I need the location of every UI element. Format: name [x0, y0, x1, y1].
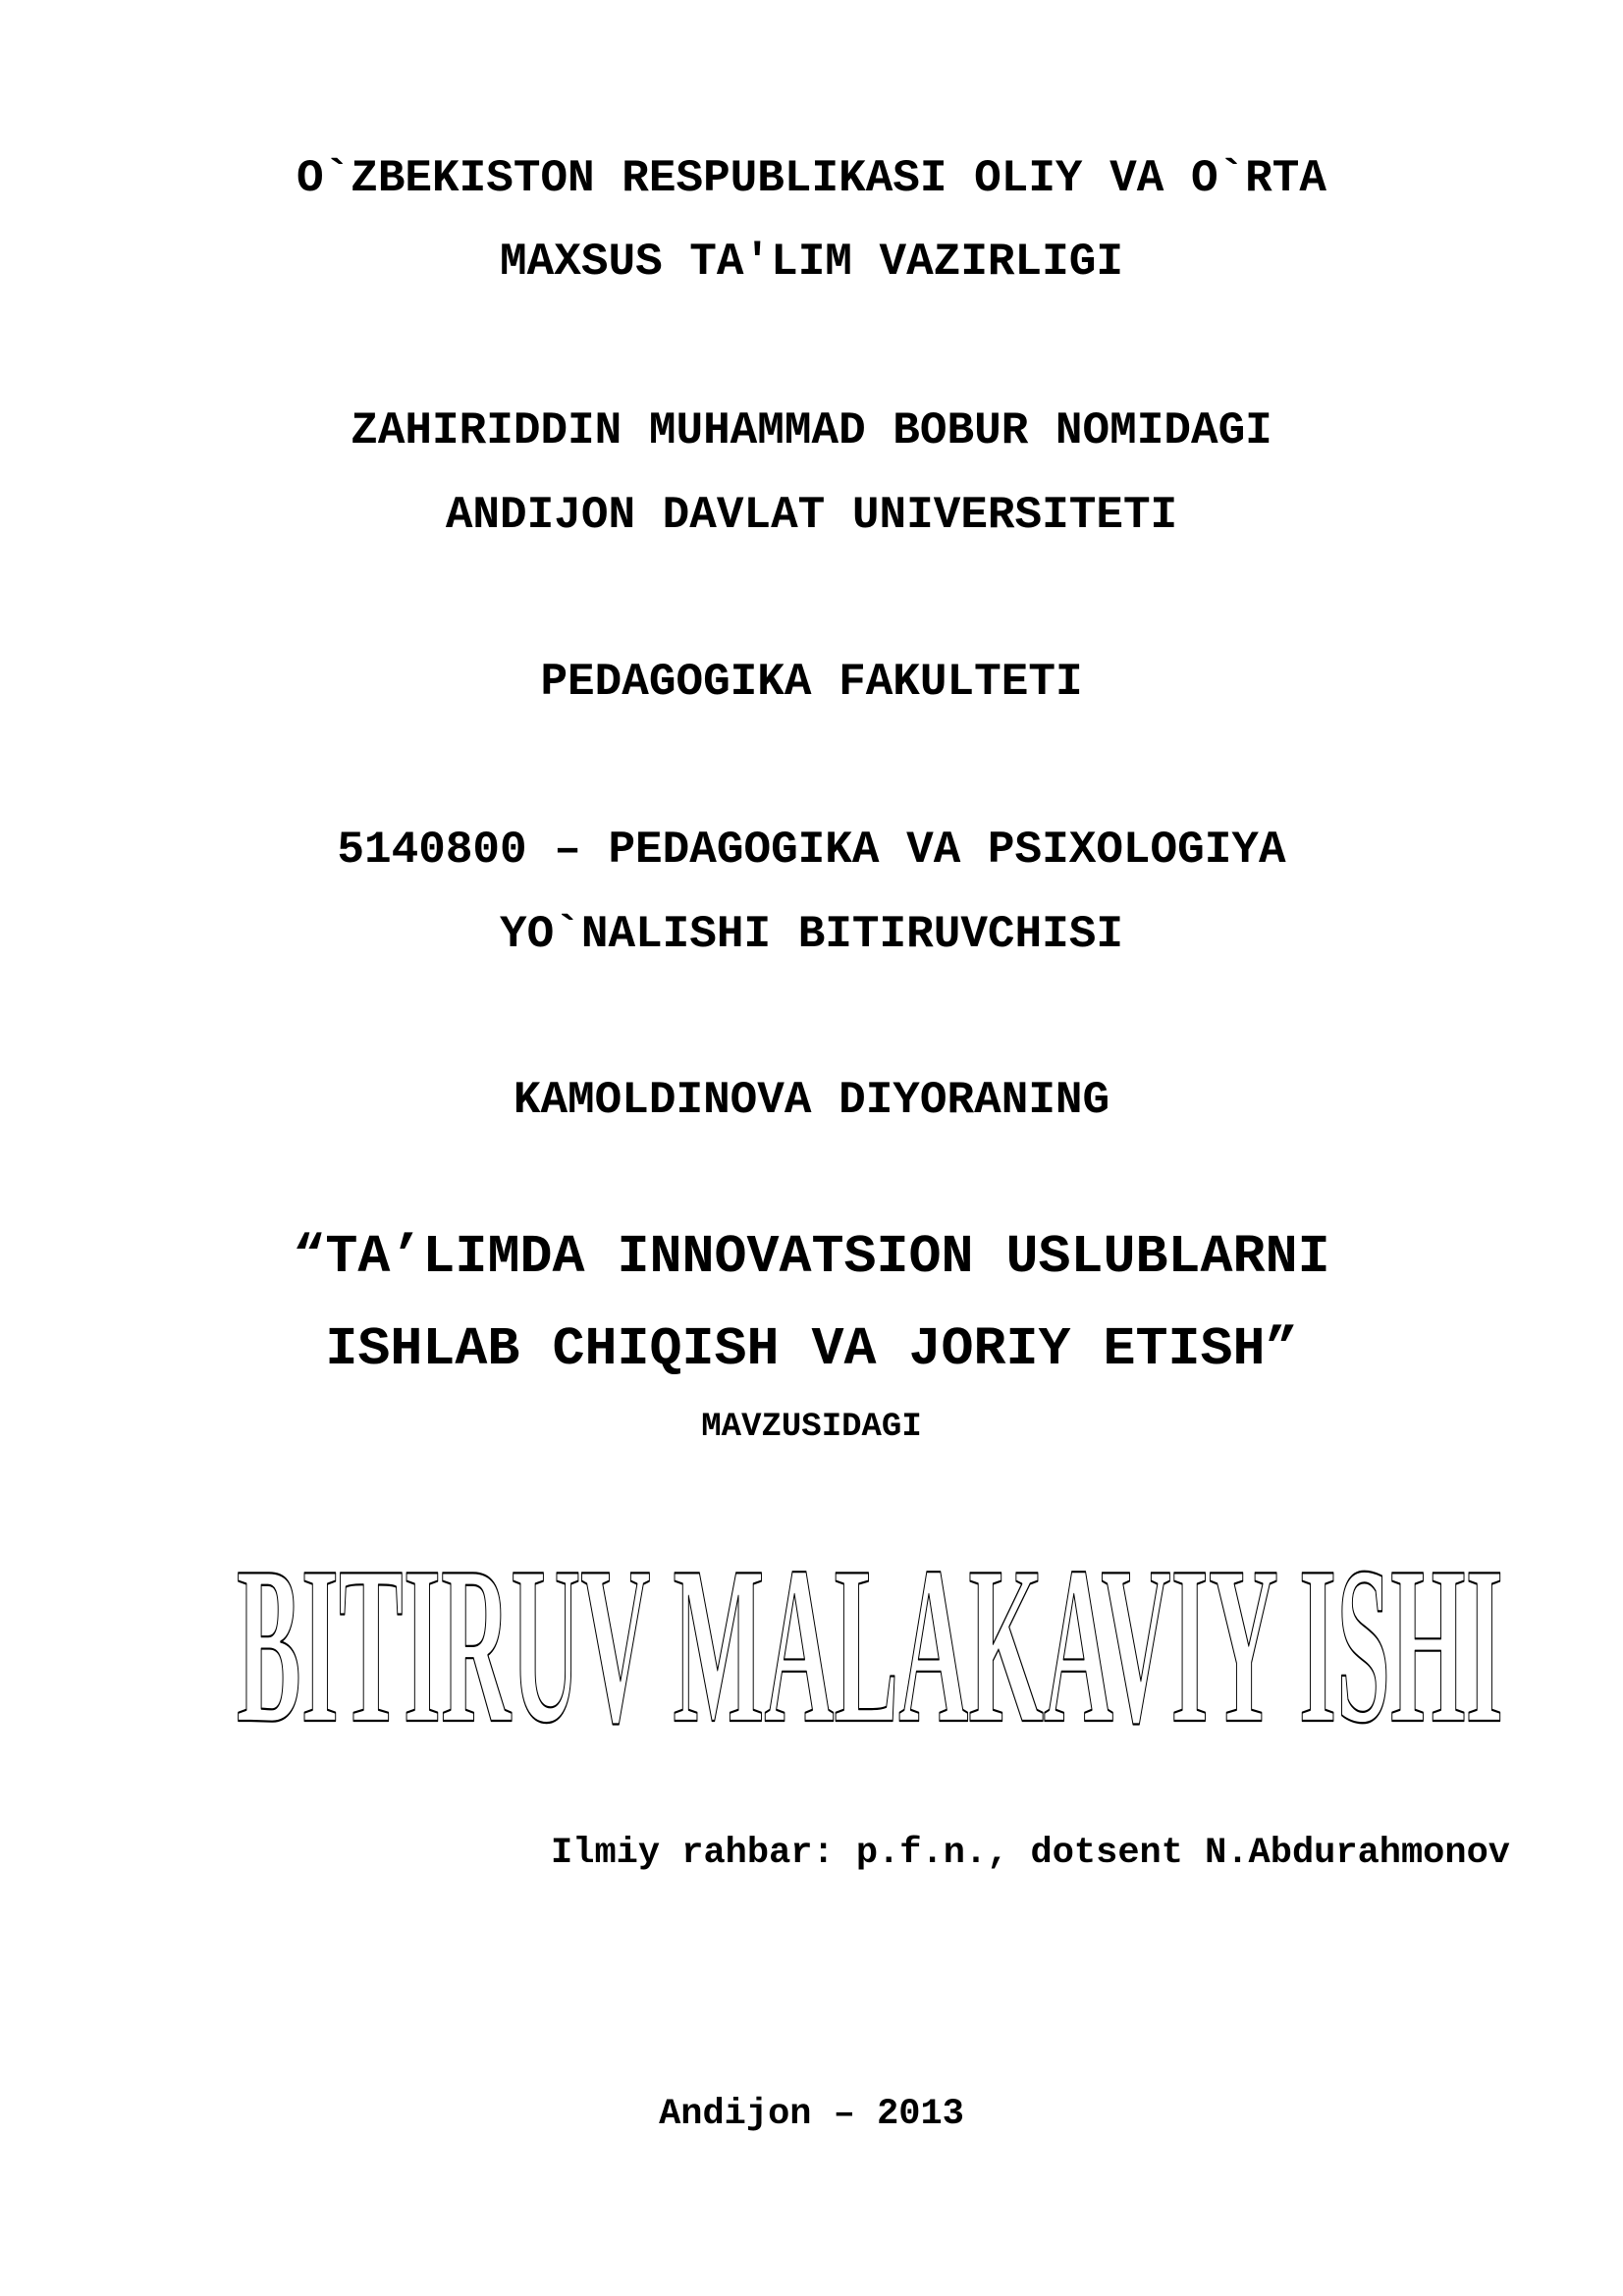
author-name: KAMOLDINOVA DIYORANING — [513, 1075, 1110, 1126]
specialty-line-1: 5140800 – PEDAGOGIKA VA PSIXOLOGIYA — [337, 825, 1286, 876]
city-year: Andijon – 2013 — [659, 2094, 964, 2135]
work-type-title-text: BITIRUV MALAKAVIY ISHI — [237, 1534, 1503, 1731]
ministry-line-2: MAXSUS TA'LIM VAZIRLIGI — [500, 237, 1123, 288]
topic-line-1: “TA’LIMDA INNOVATSION USLUBLARNI — [293, 1226, 1330, 1288]
topic-line-2: ISHLAB CHIQISH VA JORIY ETISH” — [325, 1318, 1298, 1380]
work-type-title — [232, 1534, 1508, 1731]
specialty-line-2: YO`NALISHI BITIRUVCHISI — [500, 909, 1123, 960]
faculty-name: PEDAGOGIKA FAKULTETI — [540, 657, 1083, 708]
ministry-line-1: O`ZBEKISTON RESPUBLIKASI OLIY VA O`RTA — [297, 153, 1326, 204]
scientific-advisor: Ilmiy rahbar: p.f.n., dotsent N.Abdurahmonov — [551, 1833, 1510, 1874]
topic-label: MAVZUSIDAGI — [701, 1409, 922, 1446]
university-line-1: ZAHIRIDDIN MUHAMMAD BOBUR NOMIDAGI — [351, 405, 1272, 456]
university-line-2: ANDIJON DAVLAT UNIVERSITETI — [445, 490, 1178, 541]
